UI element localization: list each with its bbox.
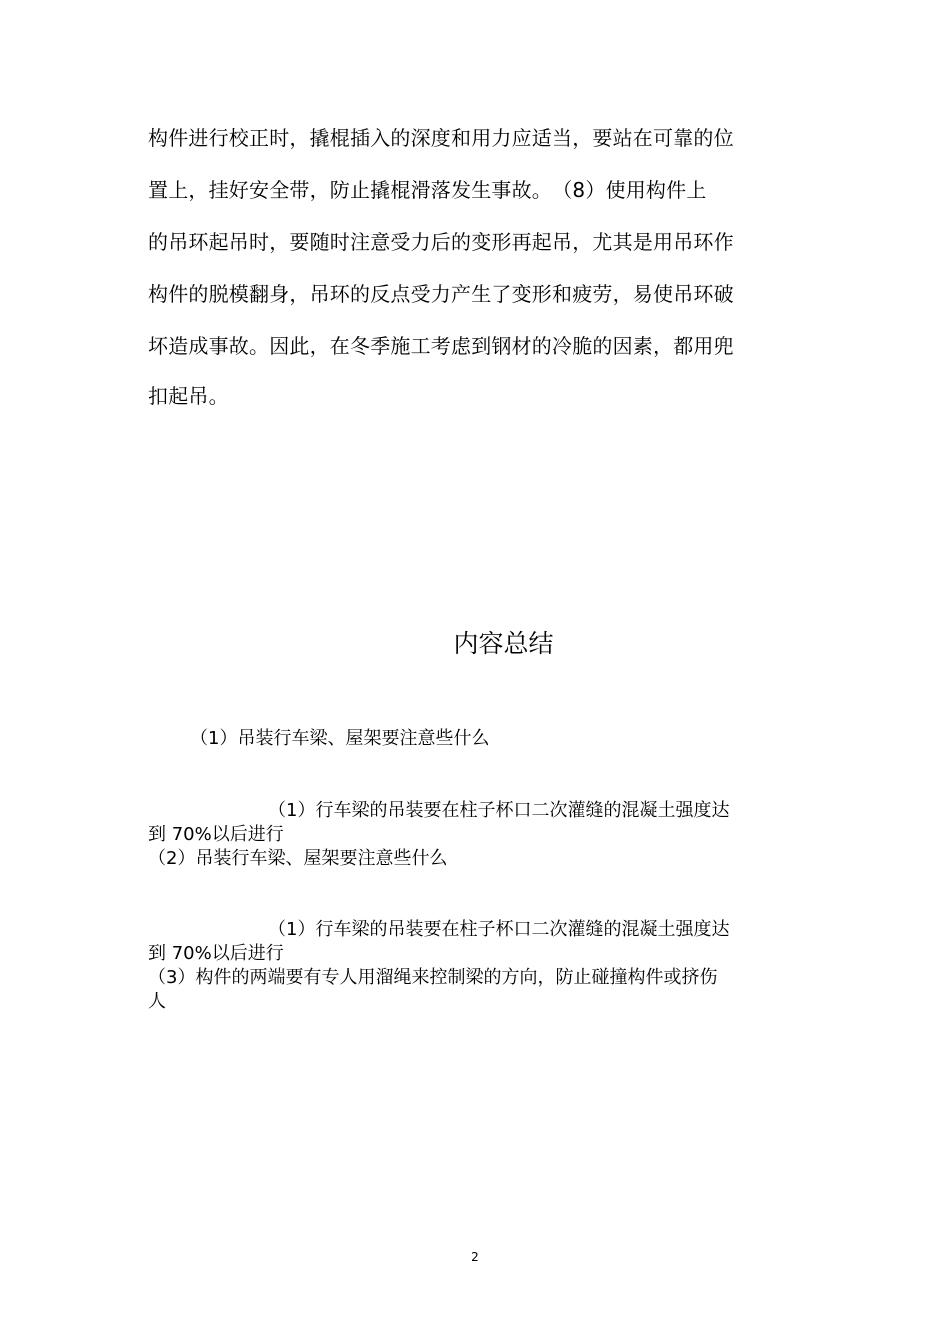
summary-question-1: （1）吊装行车梁、屋架要注意些什么 [190, 728, 490, 749]
body-text-line: 坏造成事故。因此，在冬季施工考虑到钢材的冷脆的因素，都用兜 [148, 334, 734, 358]
body-text-line: 扣起吊。 [148, 384, 229, 408]
body-text-line: 置上，挂好安全带，防止撬棍滑落发生事故。 （8）使用构件上 [148, 178, 707, 202]
summary-question-2: （2）吊装行车梁、屋架要注意些什么 [148, 848, 448, 869]
body-text-line: 构件的脱模翻身，吊环的反点受力产生了变形和疲劳，易使吊环破 [148, 282, 734, 306]
summary-answer-2-line-1: （1）行车梁的吊装要在柱子杯口二次灌缝的混凝土强度达 [268, 919, 730, 940]
summary-answer-1-line-1: （1）行车梁的吊装要在柱子杯口二次灌缝的混凝土强度达 [268, 800, 730, 821]
summary-title: 内容总结 [453, 629, 554, 658]
summary-question-3-line-2: 人 [148, 991, 166, 1012]
page-number: 2 [471, 1250, 479, 1264]
body-text-line: 的吊环起吊时，要随时注意受力后的变形再起吊，尤其是用吊环作 [148, 230, 734, 254]
body-text-line: 构件进行校正时，撬棍插入的深度和用力应适当，要站在可靠的位 [148, 126, 734, 150]
summary-answer-1-line-2: 到 70%以后进行 [148, 824, 284, 845]
summary-question-3-line-1: （3）构件的两端要有专人用溜绳来控制梁的方向，防止碰撞构件或挤伤 [148, 967, 718, 988]
summary-answer-2-line-2: 到 70%以后进行 [148, 943, 284, 964]
